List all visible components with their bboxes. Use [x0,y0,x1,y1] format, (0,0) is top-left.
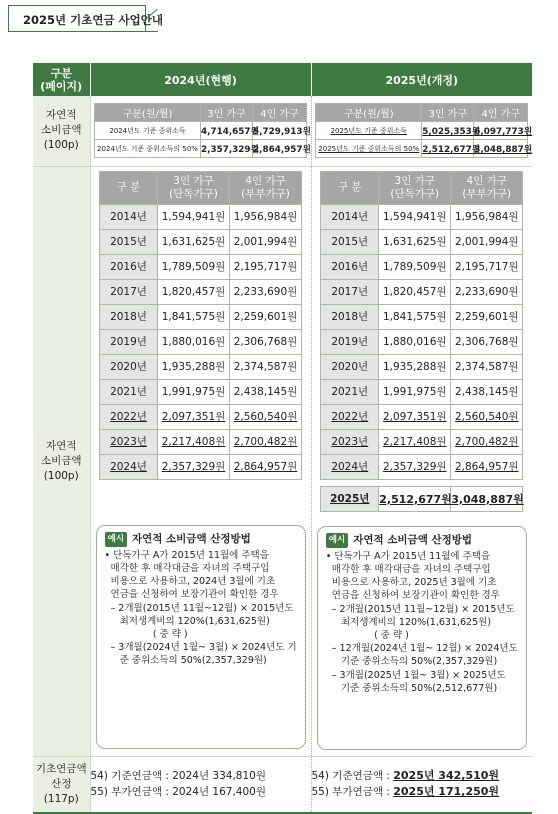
ref-value: 5,025,353원 [422,122,474,140]
row-label-section1-text: 자연적 소비금액 (100p) [40,109,82,152]
table-row [100,379,302,404]
table-header: 구 분 [100,171,158,204]
year-cell: 2017년 [321,279,379,304]
example-badge: 예시 [105,532,127,547]
amount-cell: 2,438,145원 [230,379,302,404]
example-line: 준 중위소득의 50%(2,357,329원) [104,655,267,667]
table-row [321,279,523,304]
year-cell: 2022년 [100,404,158,429]
amount-cell: 2,001,994원 [451,229,523,254]
table-row [100,304,302,329]
column-header-current: 2024년(현행) [90,63,311,96]
column-header-category [33,63,90,96]
table-row [321,404,523,429]
consumption-table-current [99,171,302,480]
table-header: 4인 가구 (부부가구) [451,171,523,204]
row-label-section1 [33,96,90,166]
amount-cell: 2,001,994원 [230,229,302,254]
amount-cell: 1,991,975원 [379,379,451,404]
example-title-text: 자연적 소비금액 산정방법 [131,532,251,545]
amount-cell: 2,217,408원 [158,429,230,454]
ref-value: 2,357,329원 [201,140,253,158]
example-line: – 3개월(2025년 1월~ 3월) × 2025년도 [325,669,506,681]
amount-cell: 1,631,625원 [379,229,451,254]
table-row [321,486,523,511]
year-cell: 2020년 [100,354,158,379]
additional-pension-line [312,784,533,800]
ref-row-label: 2025년도 기준 중위소득의 50% [316,140,422,158]
year-cell: 2021년 [100,379,158,404]
table-row [321,454,523,479]
amount-cell: 2,560,540원 [230,404,302,429]
table-row [321,229,523,254]
amount-cell: 2,233,690원 [230,279,302,304]
example-line: – 12개월(2024년 1월~ 12월) × 2024년도 [325,643,518,655]
column-header-revised: 2025년(개정) [311,63,532,96]
ref-row-label: 2024년도 기준 중위소득의 50% [95,140,201,158]
example-box-revised [317,526,527,750]
year-cell: 2016년 [321,254,379,279]
year-cell: 2018년 [321,304,379,329]
ref-header: 3인 가구 [422,104,474,122]
row-label-section2-text: 자연적 소비금액 (100p) [40,439,82,482]
basic-pension-prefix: 54) 기준연금액 : [311,770,394,783]
ref-header: 구분(원/월) [316,104,422,122]
table-row [100,454,302,479]
table-row [321,254,523,279]
amount-cell: 2,217,408원 [379,429,451,454]
example-line: 비용으로 사용하고, 2024년 3월에 기초 [104,576,276,588]
year-cell: 2021년 [321,379,379,404]
amount-cell: 1,789,509원 [379,254,451,279]
ref-row-label: 2025년도 기준 중위소득 [316,122,422,140]
amount-cell: 2,512,677원 [379,486,451,511]
amount-cell: 1,935,288원 [158,354,230,379]
year-cell: 2014년 [100,204,158,229]
example-badge: 예시 [326,533,348,548]
table-row [321,429,523,454]
year-cell: 2019년 [321,329,379,354]
amount-cell: 1,880,016원 [158,329,230,354]
amount-cell: 2,097,351원 [158,404,230,429]
example-line: 매각한 후 매각대금을 자녀의 주택구입 [104,562,270,574]
amount-cell: 2,195,717원 [230,254,302,279]
year-cell: 2024년 [100,454,158,479]
table-row [100,429,302,454]
example-line: 연금을 신청하여 보장기관이 확인한 경우 [325,590,500,602]
table-row [100,404,302,429]
amount-cell: 2,259,601원 [230,304,302,329]
amount-cell: 2,097,351원 [379,404,451,429]
amount-cell: 2,700,482원 [451,429,523,454]
ref-value: 6,097,773원 [474,122,528,140]
amount-cell: 1,631,625원 [158,229,230,254]
table-row [321,304,523,329]
year-cell: 2014년 [321,204,379,229]
amount-cell: 1,594,941원 [158,204,230,229]
table-row [100,329,302,354]
example-line: – 2개월(2015년 11월~12월) × 2015년도 [104,602,294,614]
ref-value: 2,864,957원 [253,140,307,158]
amount-cell: 2,357,329원 [158,454,230,479]
amount-cell: 2,374,587원 [230,354,302,379]
example-line: 최저생계비의 120%(1,631,625원) [325,616,492,628]
amount-cell: 2,195,717원 [451,254,523,279]
ref-header: 4인 가구 [474,104,528,122]
amount-cell: 1,880,016원 [379,329,451,354]
ref-row-label: 2024년도 기준 중위소득 [95,122,201,140]
amount-cell: 1,594,941원 [379,204,451,229]
table-header: 3인 가구 (단독가구) [379,171,451,204]
year-cell: 2018년 [100,304,158,329]
median-income-table-current [94,103,312,158]
consumption-table-body-revised [321,204,523,511]
amount-cell: 1,841,575원 [158,304,230,329]
row-label-section2 [33,166,90,756]
amount-cell: 1,956,984원 [230,204,302,229]
amount-cell: 2,560,540원 [451,404,523,429]
amount-cell: 2,864,957원 [451,454,523,479]
basic-pension-value: 2025년 342,510원 [393,769,500,783]
basic-pension-line [312,768,533,784]
additional-pension-value: 2025년 171,250원 [393,785,500,799]
table-row [321,329,523,354]
amount-cell: 2,374,587원 [451,354,523,379]
amount-cell: 2,700,482원 [230,429,302,454]
amount-cell: 2,864,957원 [230,454,302,479]
table-row [100,254,302,279]
consumption-table-revised [320,171,523,512]
additional-pension-line: 55) 부가연금액 : 2024년 167,400원 [90,786,266,799]
amount-cell: 2,259,601원 [451,304,523,329]
additional-pension-prefix: 55) 부가연금액 : [311,786,394,799]
amount-cell: 1,820,457원 [158,279,230,304]
example-line: 비용으로 사용하고, 2025년 3월에 기초 [325,577,497,589]
year-cell: 2015년 [321,229,379,254]
header-underline [8,31,158,32]
row-label-section3 [33,756,90,813]
table-row [321,379,523,404]
section1-revised-cell [311,96,532,166]
amount-cell: 1,956,984원 [451,204,523,229]
example-line: • 단독가구 A가 2015년 11월에 주택을 [104,549,269,561]
amount-cell: 1,991,975원 [158,379,230,404]
amount-cell: 2,306,768원 [451,329,523,354]
header-title: 2025년 기초연금 사업안내 [23,13,163,27]
example-body [105,549,299,668]
year-cell: 2023년 [321,429,379,454]
table-header: 4인 가구 (부부가구) [230,171,302,204]
ref-value: 5,729,913원 [253,122,307,140]
example-line: ( 중 략 ) [325,629,409,641]
row-separator [321,479,523,486]
amount-cell: 3,048,887원 [451,486,523,511]
amount-cell: 1,789,509원 [158,254,230,279]
section2-current-cell [90,166,311,756]
section3-current-cell [90,756,311,813]
year-cell: 2023년 [100,429,158,454]
example-line: ( 중 략 ) [104,628,188,640]
section3-revised-cell [311,756,532,813]
row-separator-cell [321,479,523,486]
example-line: 연금을 신청하여 보장기관이 확인한 경우 [104,589,279,601]
amount-cell: 2,233,690원 [451,279,523,304]
ref-header: 4인 가구 [253,104,307,122]
amount-cell: 2,438,145원 [451,379,523,404]
example-line: 기준 중위소득의 50%(2,512,677원) [325,682,498,694]
table-row [321,354,523,379]
ref-header: 3인 가구 [201,104,253,122]
ref-value: 2,512,677원 [422,140,474,158]
table-header: 3인 가구 (단독가구) [158,171,230,204]
median-income-table-revised [315,103,533,158]
table-row [321,204,523,229]
year-cell: 2016년 [100,254,158,279]
basic-pension-line: 54) 기준연금액 : 2024년 334,810원 [90,770,266,783]
table-row [100,229,302,254]
table-header: 구 분 [321,171,379,204]
year-cell: 2025년 [321,486,379,511]
row-label-section3-text: 기초연금액 산정 (117p) [35,762,87,805]
consumption-table-body-current [100,204,302,479]
year-cell: 2024년 [321,454,379,479]
year-cell: 2017년 [100,279,158,304]
year-cell: 2020년 [321,354,379,379]
example-body [326,550,520,695]
ref-value: 3,048,887원 [474,140,528,158]
table-row [100,354,302,379]
amount-cell: 1,841,575원 [379,304,451,329]
example-line: 기준 중위소득의 50%(2,357,329원) [325,656,498,668]
example-line: – 3개월(2024년 1월~ 3월) × 2024년도 기 [104,642,297,654]
year-cell: 2015년 [100,229,158,254]
section1-current-cell [90,96,311,166]
amount-cell: 1,820,457원 [379,279,451,304]
table-row [100,279,302,304]
example-line: 최저생계비의 120%(1,631,625원) [104,615,270,627]
amount-cell: 2,306,768원 [230,329,302,354]
section2-revised-cell [311,166,532,756]
ref-value: 4,714,657원 [201,122,253,140]
amount-cell: 1,935,288원 [379,354,451,379]
amount-cell: 2,357,329원 [379,454,451,479]
example-line: – 2개월(2015년 11월~12월) × 2015년도 [325,603,515,615]
column-header-category-text: 구분 (페이지) [40,66,83,93]
header-tab [8,5,163,31]
example-box-current [96,525,306,749]
year-cell: 2019년 [100,329,158,354]
ref-header: 구분(원/월) [95,104,201,122]
table-row [100,204,302,229]
section-header [8,5,208,33]
example-title-text: 자연적 소비금액 산정방법 [353,533,473,546]
example-title [105,532,299,547]
example-title [326,533,520,548]
example-line: • 단독가구 A가 2015년 11월에 주택을 [325,550,491,562]
comparison-table [33,63,532,814]
example-line: 매각한 후 매각대금을 자녀의 주택구입 [325,563,491,575]
year-cell: 2022년 [321,404,379,429]
